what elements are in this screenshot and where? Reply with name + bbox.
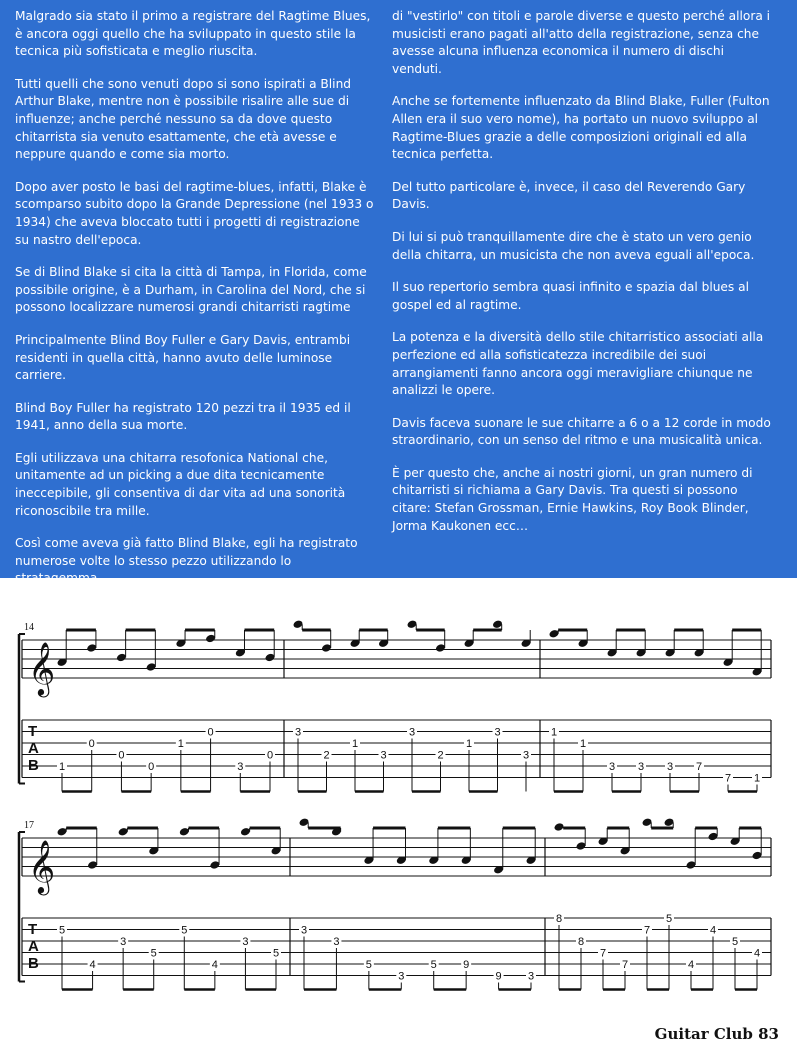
paragraph: Egli utilizzava una chitarra resofonica National che, unitamente ad un picking a due dita tecnicamente ineccepibile, gli consentiva di dar vita ad una sonorità riconoscibile tra mille. xyxy=(15,450,346,518)
fret-number: 3 xyxy=(300,924,308,937)
paragraph: Blind Boy Fuller ha registrato 120 pezzi tra il 1935 ed il 1941, anno della sua morte. xyxy=(15,400,351,433)
paragraph: Davis faceva suonare le sue chitarre a 6 o a 12 corde in modo straordinario, con un senso del ritmo e una musicalità unica. xyxy=(392,415,771,448)
fret-number: 3 xyxy=(608,761,616,773)
fret-number: 3 xyxy=(237,761,244,773)
magazine-name: Guitar Club xyxy=(654,1025,753,1043)
fret-number: 0 xyxy=(207,726,214,739)
music-score xyxy=(0,600,797,1010)
fret-number: 1 xyxy=(465,738,473,750)
paragraph: Dopo aver posto le basi del ragtime-blues, infatti, Blake è scomparso subito dopo la Grande Depressione (nel 1933 o 1934) che aveva bloccato tutti i progetti di registrazione su nastro dell'epoca. xyxy=(15,179,374,247)
paragraph: Se di Blind Blake si cita la città di Tampa, in Florida, come possibile origine, è a Durham, in Carolina del Nord, che si possono localizzare numerosi grandi chitarristi ragtime xyxy=(15,265,367,315)
fret-number: 7 xyxy=(621,959,629,971)
paragraph: Principalmente Blind Boy Fuller e Gary Davis, entrambi residenti in quella città, hanno avuto delle luminose carriere. xyxy=(15,332,351,383)
fret-number: 3 xyxy=(637,761,645,773)
fret-number: 8 xyxy=(577,936,585,948)
article-column-right xyxy=(392,8,772,550)
paragraph: Tutti quelli che sono venuti dopo si sono ispirati a Blind Arthur Blake, mentre non è possibile risalire alle sue di influenze; anche perché nessuno sa da dove questo chitarrista sia venuto esattamente, che età avesse e neppure quando e come sia morto. xyxy=(15,76,352,162)
fret-number: 4 xyxy=(211,959,218,971)
paragraph: Il suo repertorio sembra quasi infinito e spazia dal blues al gospel ed al ragtime. xyxy=(392,280,750,312)
fret-number: 3 xyxy=(398,970,405,983)
page-number: 83 xyxy=(758,1025,779,1043)
fret-number: 9 xyxy=(463,959,470,971)
fret-number: 5 xyxy=(430,959,437,971)
fret-number: 9 xyxy=(495,970,502,983)
fret-number: 8 xyxy=(555,913,563,925)
fret-number: 4 xyxy=(709,924,717,937)
fret-number: 0 xyxy=(88,738,95,750)
fret-number: 2 xyxy=(437,749,444,762)
fret-number: 3 xyxy=(666,761,674,773)
measure-number: 14 xyxy=(24,622,34,633)
tab-label: T xyxy=(28,723,38,740)
fret-number: 5 xyxy=(150,947,157,960)
fret-number: 5 xyxy=(181,924,188,937)
fret-number: 3 xyxy=(242,936,249,948)
fret-number: 3 xyxy=(294,726,302,739)
fret-number: 4 xyxy=(687,959,695,971)
tab-label: B xyxy=(28,757,39,774)
fret-number: 3 xyxy=(494,726,501,739)
fret-number: 0 xyxy=(118,749,125,762)
fret-number: 7 xyxy=(724,772,732,785)
measure-number: 17 xyxy=(24,820,34,831)
fret-number: 3 xyxy=(333,936,340,948)
score-system xyxy=(19,619,771,791)
fret-number: 7 xyxy=(695,761,703,773)
paragraph: Del tutto particolare è, invece, il caso del Reverendo Gary Davis. xyxy=(392,179,746,212)
fret-number: 5 xyxy=(365,959,372,971)
fret-number: 1 xyxy=(58,761,66,773)
paragraph: Malgrado sia stato il primo a registrare del Ragtime Blues, è ancora oggi quello che ha sviluppato in questo stile la tecnica più sofisticata e meglio riuscita. xyxy=(15,9,371,59)
fret-number: 5 xyxy=(58,924,66,937)
fret-number: 3 xyxy=(527,970,535,983)
fret-number: 2 xyxy=(323,749,330,762)
score-system xyxy=(19,817,771,989)
treble-clef: 𝄞 xyxy=(28,839,56,893)
fret-number: 3 xyxy=(408,726,416,739)
tab-label: A xyxy=(28,740,39,757)
paragraph: Anche se fortemente influenzato da Blind Blake, Fuller (Fulton Allen era il suo vero nome), ha portato un nuovo sviluppo al Ragtime-Blues grazie a delle composizioni originali ed alla tecnica perfetta. xyxy=(392,94,770,162)
treble-clef: 𝄞 xyxy=(28,641,56,695)
fret-number: 0 xyxy=(148,761,155,773)
fret-number: 1 xyxy=(550,726,558,739)
paragraph: Di lui si può tranquillamente dire che è stato un vero genio della chitarra, un musicista che non aveva eguali all'epoca. xyxy=(392,229,755,262)
fret-number: 1 xyxy=(351,738,359,750)
fret-number: 4 xyxy=(89,959,96,971)
fret-number: 3 xyxy=(380,749,387,762)
paragraph: Così come aveva già fatto Blind Blake, egli ha registrato numerose volte lo stesso pezzo utilizzando lo stratagemma xyxy=(15,536,358,586)
page-footer xyxy=(655,1025,779,1043)
fret-number: 1 xyxy=(753,772,761,785)
article-column-left xyxy=(15,8,375,603)
tab-label: B xyxy=(28,955,39,972)
paragraph: È per questo che, anche ai nostri giorni, un gran numero di chitarristi si richiama a Gary Davis. Tra questi si possono citare: Stefan Grossman, Ernie Hawkins, Roy Book Blinder, Jorma Kaukonen ecc… xyxy=(392,465,753,533)
fret-number: 5 xyxy=(731,936,739,948)
fret-number: 7 xyxy=(599,947,607,960)
paragraph: di "vestirlo" con titoli e parole diverse e questo perché allora i musicisti erano pagati all'atto della registrazione, senza che avesse alcuna influenza economica il numero di dischi venduti. xyxy=(392,9,771,76)
tab-label: T xyxy=(28,921,38,938)
fret-number: 1 xyxy=(579,738,587,750)
fret-number: 5 xyxy=(272,947,280,960)
fret-number: 4 xyxy=(753,947,761,960)
fret-number: 3 xyxy=(120,936,127,948)
fret-number: 0 xyxy=(266,749,274,762)
fret-number: 7 xyxy=(643,924,651,937)
fret-number: 5 xyxy=(665,913,673,925)
fret-number: 1 xyxy=(177,738,184,750)
paragraph: La potenza e la diversità dello stile chitarristico associati alla perfezione ed alla sofisticatezza incredibile dei suoi arrangiamenti fanno ancora oggi meravigliare chiunque ne analizzi le opere. xyxy=(392,330,764,398)
fret-number: 3 xyxy=(522,749,530,762)
tab-label: A xyxy=(28,938,39,955)
